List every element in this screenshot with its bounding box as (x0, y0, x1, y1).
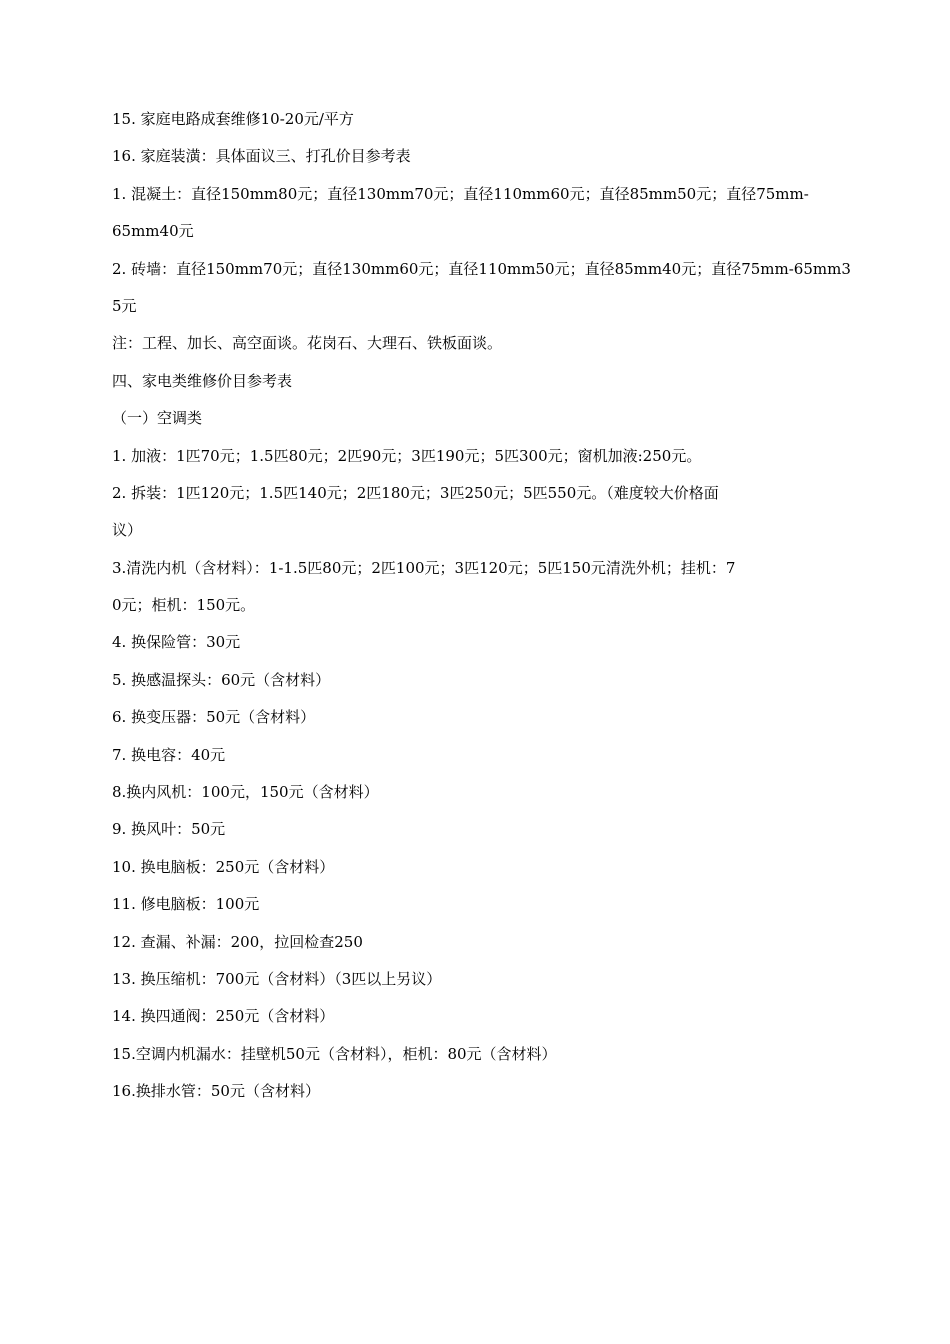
text-line: 3.清洗内机（含材料）：1-1.5匹80元；2匹100元；3匹120元；5匹150元清洗外机；挂机：7 (112, 558, 736, 577)
text-line: 65mm40元 (112, 222, 194, 241)
text-line: 6. 换变压器：50元（含材料） (112, 708, 316, 727)
text-line: 11. 修电脑板：100元 (112, 895, 260, 914)
text-line: 15. 家庭电路成套维修10-20元/平方 (112, 110, 354, 128)
text-line: 14. 换四通阀：250元（含材料） (112, 1007, 335, 1026)
text-line: 7. 换电容：40元 (112, 745, 226, 764)
text-line: 9. 换风叶：50元 (112, 820, 226, 839)
section-heading: 四、家电类维修价目参考表 (112, 371, 293, 390)
text-line: 15.空调内机漏水：挂壁机50元（含材料），柜机：80元（含材料） (112, 1044, 557, 1063)
text-line: 议） (112, 521, 143, 540)
text-line: 2. 砖墙：直径150mm70元；直径130mm60元；直径110mm50元；直径85mm40元；直径75mm-65mm3 (112, 259, 851, 278)
text-line: 4. 换保险管：30元 (112, 633, 241, 652)
document-body (112, 101, 851, 1111)
subsection-heading: （一）空调类 (112, 409, 203, 428)
text-line: 12. 查漏、补漏：200，拉回检查250 (112, 932, 363, 951)
text-line: 16. 家庭装潢：具体面议三、打孔价目参考表 (112, 147, 411, 166)
text-line: 0元；柜机：150元。 (112, 596, 256, 615)
text-line: 1. 混凝土：直径150mm80元；直径130mm70元；直径110mm60元；直径85mm50元；直径75mm- (112, 184, 809, 203)
text-line: 注：工程、加长、高空面谈。花岗石、大理石、铁板面谈。 (112, 334, 503, 353)
text-line: 5元 (112, 296, 137, 315)
text-line: 5. 换感温探头：60元（含材料） (112, 670, 331, 689)
text-line: 8.换内风机：100元，150元（含材料） (112, 783, 379, 802)
text-line: 2. 拆装：1匹120元；1.5匹140元；2匹180元；3匹250元；5匹550元。（难度较大价格面 (112, 483, 719, 502)
text-line: 13. 换压缩机：700元（含材料）（3匹以上另议） (112, 969, 442, 988)
text-line: 16.换排水管：50元（含材料） (112, 1082, 320, 1101)
text-line: 10. 换电脑板：250元（含材料） (112, 857, 335, 876)
text-line: 1. 加液：1匹70元；1.5匹80元；2匹90元；3匹190元；5匹300元；窗机加液:250元。 (112, 446, 702, 465)
